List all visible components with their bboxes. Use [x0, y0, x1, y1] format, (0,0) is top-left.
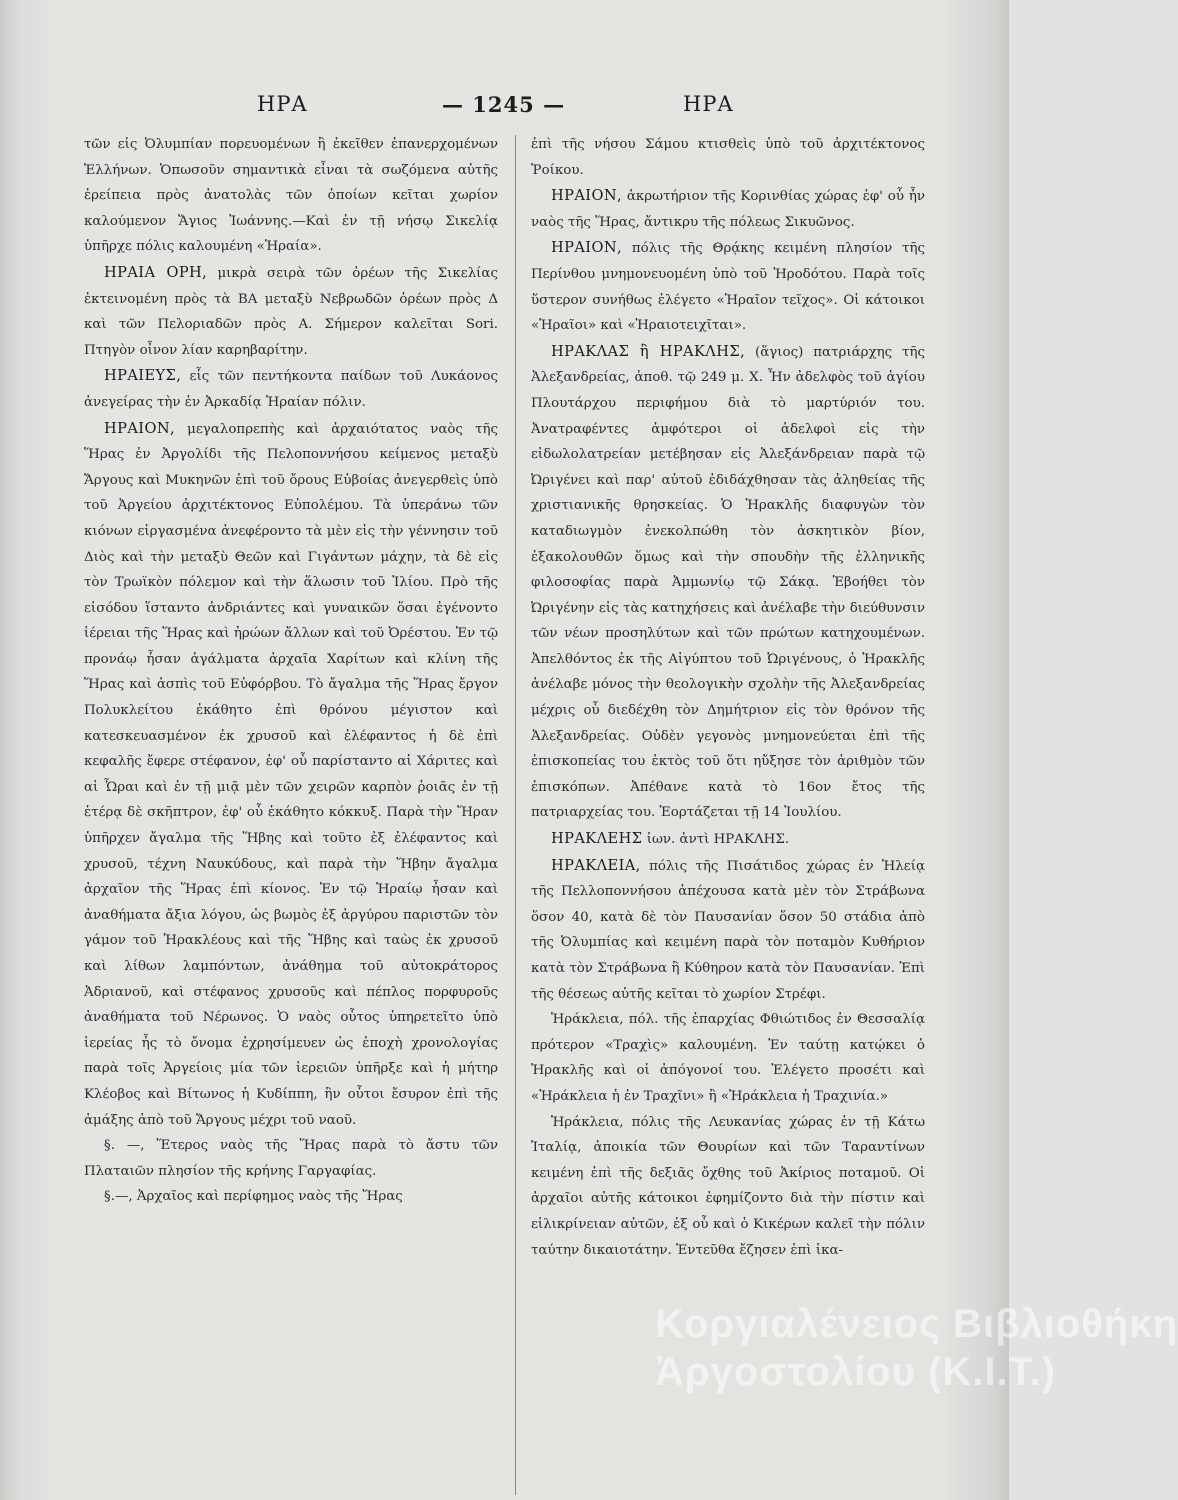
- entry-text: πόλις τῆς Θρᾴκης κειμένη πλησίον τῆς Περίνθου μνημονευομένη ὑπὸ τοῦ Ἡροδότου. Παρὰ τοῖς ὕστερον συνήθως ἐλέγετο «Ἡραῖον τεῖχος». Οἱ κάτοικοι «Ἡραῖοι» καὶ «Ἡραιοτειχῖται».: [531, 241, 925, 334]
- page-header: [0, 92, 1009, 122]
- entry-text: ἰων. ἀντὶ ΗΡΑΚΛΗΣ.: [646, 832, 790, 848]
- entry-lemma: ΗΡΑΚΛΕΗΣ: [551, 830, 643, 848]
- entry-herakleia-thessaly: [531, 1007, 925, 1109]
- entry-text: §.—, Ἀρχαῖος καὶ περίφημος ναὸς τῆς Ἥρας: [104, 1189, 403, 1205]
- watermark-line: Κοργιαλένειος Βιβλιοθήκη: [655, 1302, 1178, 1346]
- entry-heraion-argos: [84, 416, 498, 1134]
- library-watermark: [655, 1300, 1178, 1396]
- entry-text: Ἡράκλεια, πόλις τῆς Λευκανίας χώρας ἐν τῇ Κάτω Ἰταλίᾳ, ἀποικία τῶν Θουρίων καὶ τῶν Ταραντίνων κειμένη ἐπὶ τῆς δεξιᾶς ὄχθης τοῦ Ἀκίριος ποταμοῦ. Οἱ ἀρχαῖοι αὐτῆς κάτοικοι ἐφημίζοντο διὰ τὴν πίστιν καὶ εἰλικρίνειαν αὐτῶν, ἐξ οὗ καὶ ὁ Κικέρων καλεῖ τὴν πόλιν ταύτην δικαιοτάτην. Ἐντεῦθα ἔζησεν ἐπὶ ἱκα-: [531, 1114, 925, 1258]
- header-left-title: ΗΡΑ: [257, 92, 308, 116]
- entry-text: εἷς τῶν πεντήκοντα παίδων τοῦ Λυκάονος ἀνεγείρας τὴν ἐν Ἀρκαδίᾳ Ἡραίαν πόλιν.: [84, 369, 498, 410]
- column-divider: [515, 135, 516, 1495]
- entry-heraklas: [531, 339, 925, 826]
- entry-herakleia-elis: [531, 853, 925, 1008]
- entry-lemma: ΗΡΑΙΟΝ,: [551, 239, 623, 257]
- entry-lemma: ΗΡΑΙΟΝ,: [104, 419, 176, 437]
- entry-lemma: ΗΡΑΙΑ ΟΡΗ,: [104, 263, 208, 281]
- left-column: [84, 132, 498, 1210]
- right-column: [531, 132, 925, 1263]
- entry-heraion-corinth: [531, 183, 925, 235]
- entry-heraion-thrace: [531, 235, 925, 338]
- entry-text: Ἡράκλεια, πόλ. τῆς ἐπαρχίας Φθιώτιδος ἐν Θεσσαλίᾳ πρότερον «Τραχὶς» καλουμένη. Ἐν ταύτῃ κατῴκει ὁ Ἡρακλῆς καὶ οἱ ἀπόγονοί του. Ἐλέγετο προσέτι καὶ «Ἡράκλεια ἡ ἐν Τραχῖνι» ἢ «Ἡράκλεια ἡ Τραχινία.»: [531, 1012, 925, 1104]
- entry-subsection: [84, 1133, 498, 1184]
- page-number: — 1245 —: [442, 92, 566, 117]
- watermark-line: Ἀργοστολίου (Κ.Ι.Τ.): [655, 1350, 1057, 1394]
- entry-herakleis: [531, 826, 925, 853]
- entry-text: ἀκρωτήριον τῆς Κορινθίας χώρας ἐφ' οὗ ἦν ναὸς τῆς Ἥρας, ἄντικρυ τῆς πόλεως Σικυῶνος.: [531, 189, 925, 230]
- entry-subsection: [84, 1184, 498, 1210]
- entry-lemma: ΗΡΑΚΛΕΙΑ,: [551, 856, 641, 874]
- entry-heraia-ori: [84, 260, 498, 363]
- entry-continuation: [531, 132, 925, 183]
- entry-continuation: [84, 132, 498, 260]
- entry-heraieus: [84, 363, 498, 415]
- entry-text: πόλις τῆς Πισάτιδος χώρας ἐν Ἠλείᾳ τῆς Πελλοποννήσου ἀπέχουσα κατὰ μὲν τὸν Στράβωνα ὅσον 40, κατὰ δὲ τὸν Παυσανίαν ὅσον 50 στάδια ἀπὸ τῆς Ὀλυμπίας καὶ κειμένη παρὰ τὸν ποταμὸν Κυθήριον κατὰ τὸν Στράβωνα ἢ Κύθηρον κατὰ τὸν Παυσανίαν. Ἐπὶ τῆς θέσεως αὐτῆς κεῖται τὸ χωρίον Στρέφι.: [531, 858, 926, 1002]
- header-right-title: ΗΡΑ: [683, 92, 734, 116]
- entry-text: §. —, Ἕτερος ναὸς τῆς Ἥρας παρὰ τὸ ἄστυ τῶν Πλαταιῶν πλησίον τῆς κρήνης Γαργαφίας.: [84, 1138, 498, 1179]
- entry-text: μεγαλοπρεπὴς καὶ ἀρχαιότατος ναὸς τῆς Ἥρας ἐν Ἀργολίδι τῆς Πελοποννήσου κείμενος μεταξὺ Ἄργους καὶ Μυκηνῶν ἐπὶ τοῦ ὄρους Εὐβοίας ἀνεγερθεὶς ὑπὸ τοῦ Ἀργείου ἀρχιτέκτονος Εὐπολέμου. Τὰ ὑπεράνω τῶν κιόνων εἰργασμένα ἀνεφέροντο τὰ μὲν εἰς τὴν γέννησιν τοῦ Διὸς καὶ τὴν μεταξὺ Θεῶν καὶ Γιγάντων μάχην, τὰ δὲ εἰς τὸν Τρωϊκὸν πόλεμον καὶ τὴν ἅλωσιν τοῦ Ἰλίου. Πρὸ τῆς εἰσόδου ἵσταντο ἀνδριάντες καὶ γυναικῶν ὅσαι ἐγένοντο ἱέρειαι τῆς Ἥρας καὶ ἡρώων ἄλλων καὶ τοῦ Ὀρέστου. Ἐν τῷ προνάῳ ἦσαν ἀγάλματα ἀρχαῖα Χαρίτων καὶ κλίνη τῆς Ἥρας καὶ ἀσπὶς τοῦ Εὐφόρβου. Τὸ ἄγαλμα τῆς Ἥρας ἔργον Πολυκλείτου ἐκάθητο ἐπὶ θρόνου μέγιστον καὶ κατεσκευασμένον ἐκ χρυσοῦ καὶ ἐλέφαντος ἡ δὲ ἐπὶ κεφαλῆς ἔφερε στέφανον, ἐφ' οὗ παρίσταντο αἱ Χάριτες καὶ αἱ Ὧραι καὶ ἐν τῇ μιᾷ μὲν τῶν χειρῶν καρπὸν ῥοιᾶς ἐν τῇ ἑτέρᾳ δὲ σκῆπτρον, ἐφ' οὗ ἐκάθητο κόκκυξ. Παρὰ τὴν Ἥραν ὑπῆρχεν ἄγαλμα τῆς Ἥβης καὶ τοῦτο ἐξ ἐλέφαντος καὶ χρυσοῦ, τέχνη Ναυκύδους, καὶ παρὰ τὴν Ἥβην ἄγαλμα ἀρχαῖον τῆς Ἥρας ἐπὶ κίονος. Ἐν τῷ Ἡραίῳ ἦσαν καὶ ἀναθήματα ἄξια λόγου, ὡς βωμὸς ἐξ ἀργύρου παριστῶν τὸν γάμον τοῦ Ἡρακλέους καὶ τῆς Ἥβης καὶ ταὼς ἐκ χρυσοῦ καὶ λίθων λαμπόντων, ἀνάθημα τοῦ αὐτοκράτορος Ἀδριανοῦ, καὶ στέφανος χρυσοῦς καὶ πέπλος πορφυροῦς ἀναθήματα τοῦ Νέρωνος. Ὁ ναὸς οὗτος ὑπηρετεῖτο ὑπὸ ἱερείας ἧς τὸ ὄνομα ἐχρησίμευεν ὡς ἐποχὴ χρονολογίας παρὰ τοῖς Ἀργείοις μία τῶν ἱερειῶν ὑπῆρξε καὶ ἡ μήτηρ Κλέοβος καὶ Βίτωνος ἡ Κυδίππη, ἣν οὗτοι ἔσυρον ἐπὶ τῆς ἁμάξης ἀπὸ τοῦ Ἄργους μέχρι τοῦ ναοῦ.: [84, 421, 498, 1128]
- entry-text: τῶν εἰς Ὀλυμπίαν πορευομένων ἢ ἐκεῖθεν ἐπανερχομένων Ἑλλήνων. Ὁπωσοῦν σημαντικὰ εἶναι τὰ σωζόμενα αὐτῆς ἐρείπεια πρὸς ἀνατολὰς τῶν ὁποίων κεῖται χωρίον καλούμενον Ἅγιος Ἰωάννης.—Καὶ ἐν τῇ νήσῳ Σικελίᾳ ὑπῆρχε πόλις καλουμένη «Ἡραία».: [84, 137, 498, 255]
- entry-text: ἐπὶ τῆς νήσου Σάμου κτισθεὶς ὑπὸ τοῦ ἀρχιτέκτονος Ῥοίκου.: [531, 137, 925, 178]
- entry-lemma: ΗΡΑΙΕΥΣ,: [104, 367, 182, 385]
- entry-lemma: ΗΡΑΚΛΑΣ ἢ ΗΡΑΚΛΗΣ,: [551, 342, 746, 360]
- entry-lemma: ΗΡΑΙΟΝ,: [551, 187, 623, 205]
- entry-text: μικρὰ σειρὰ τῶν ὀρέων τῆς Σικελίας ἐκτεινομένη πρὸς τὰ ΒΑ μεταξὺ Νεβρωδῶν ὀρέων πρὸς Δ καὶ τῶν Πελοριαδῶν πρὸς Α. Σήμερον καλεῖται Sori. Πτηγὸν οἶνον λίαν καρηβαρίτην.: [84, 265, 498, 358]
- entry-herakleia-lucania: [531, 1110, 925, 1264]
- entry-text: (ἅγιος) πατριάρχης τῆς Ἀλεξανδρείας, ἀποθ. τῷ 249 μ. Χ. Ἦν ἀδελφὸς τοῦ ἁγίου Πλουτάρχου περιφήμου διὰ τὸ μαρτύριόν του. Ἀνατραφέντες ἀμφότεροι οἱ ἀδελφοὶ εἰς τὴν εἰδωλολατρείαν μετέβησαν εἰς Ἀλεξάνδρειαν παρὰ τῷ Ὠριγένει καὶ παρ' αὐτοῦ ἐδιδάχθησαν τὰς ἀληθείας τῆς χριστιανικῆς θρησκείας. Ὁ Ἡρακλῆς διαφυγὼν τὸν καταδιωγμὸν ἐνεκολπώθη τὸν ἀσκητικὸν βίον, ἐξακολουθῶν ὅμως καὶ τὴν σπουδὴν τῆς ἑλληνικῆς φιλοσοφίας παρὰ Ἀμμωνίῳ τῷ Σάκᾳ. Ἐβοήθει τὸν Ὠριγένην εἰς τὰς κατηχήσεις καὶ ἀνέλαβε τὴν διεύθυνσιν τῶν νέων προσηλύτων καὶ τῶν πρώτων κατηχουμένων. Ἀπελθόντος ἐκ τῆς Αἰγύπτου τοῦ Ὠριγένους, ὁ Ἡρακλῆς ἀνέλαβε μόνος τὴν θεολογικὴν σχολὴν τῆς Ἀλεξανδρείας μέχρις οὗ διεδέχθη τὸν Δημήτριον εἰς τὸν θρόνον τῆς Ἀλεξανδρείας. Οὐδὲν γεγονὸς μνημονεύεται ἐπὶ τῆς ἐπισκοπείας του ἐκτὸς τοῦ ὅτι ηὔξησε τὸν ἀριθμὸν τῶν ἐπισκόπων. Ἀπέθανε κατὰ τὸ 16ον ἔτος τῆς πατριαρχείας του. Ἑορτάζεται τῇ 14 Ἰουλίου.: [531, 344, 925, 821]
